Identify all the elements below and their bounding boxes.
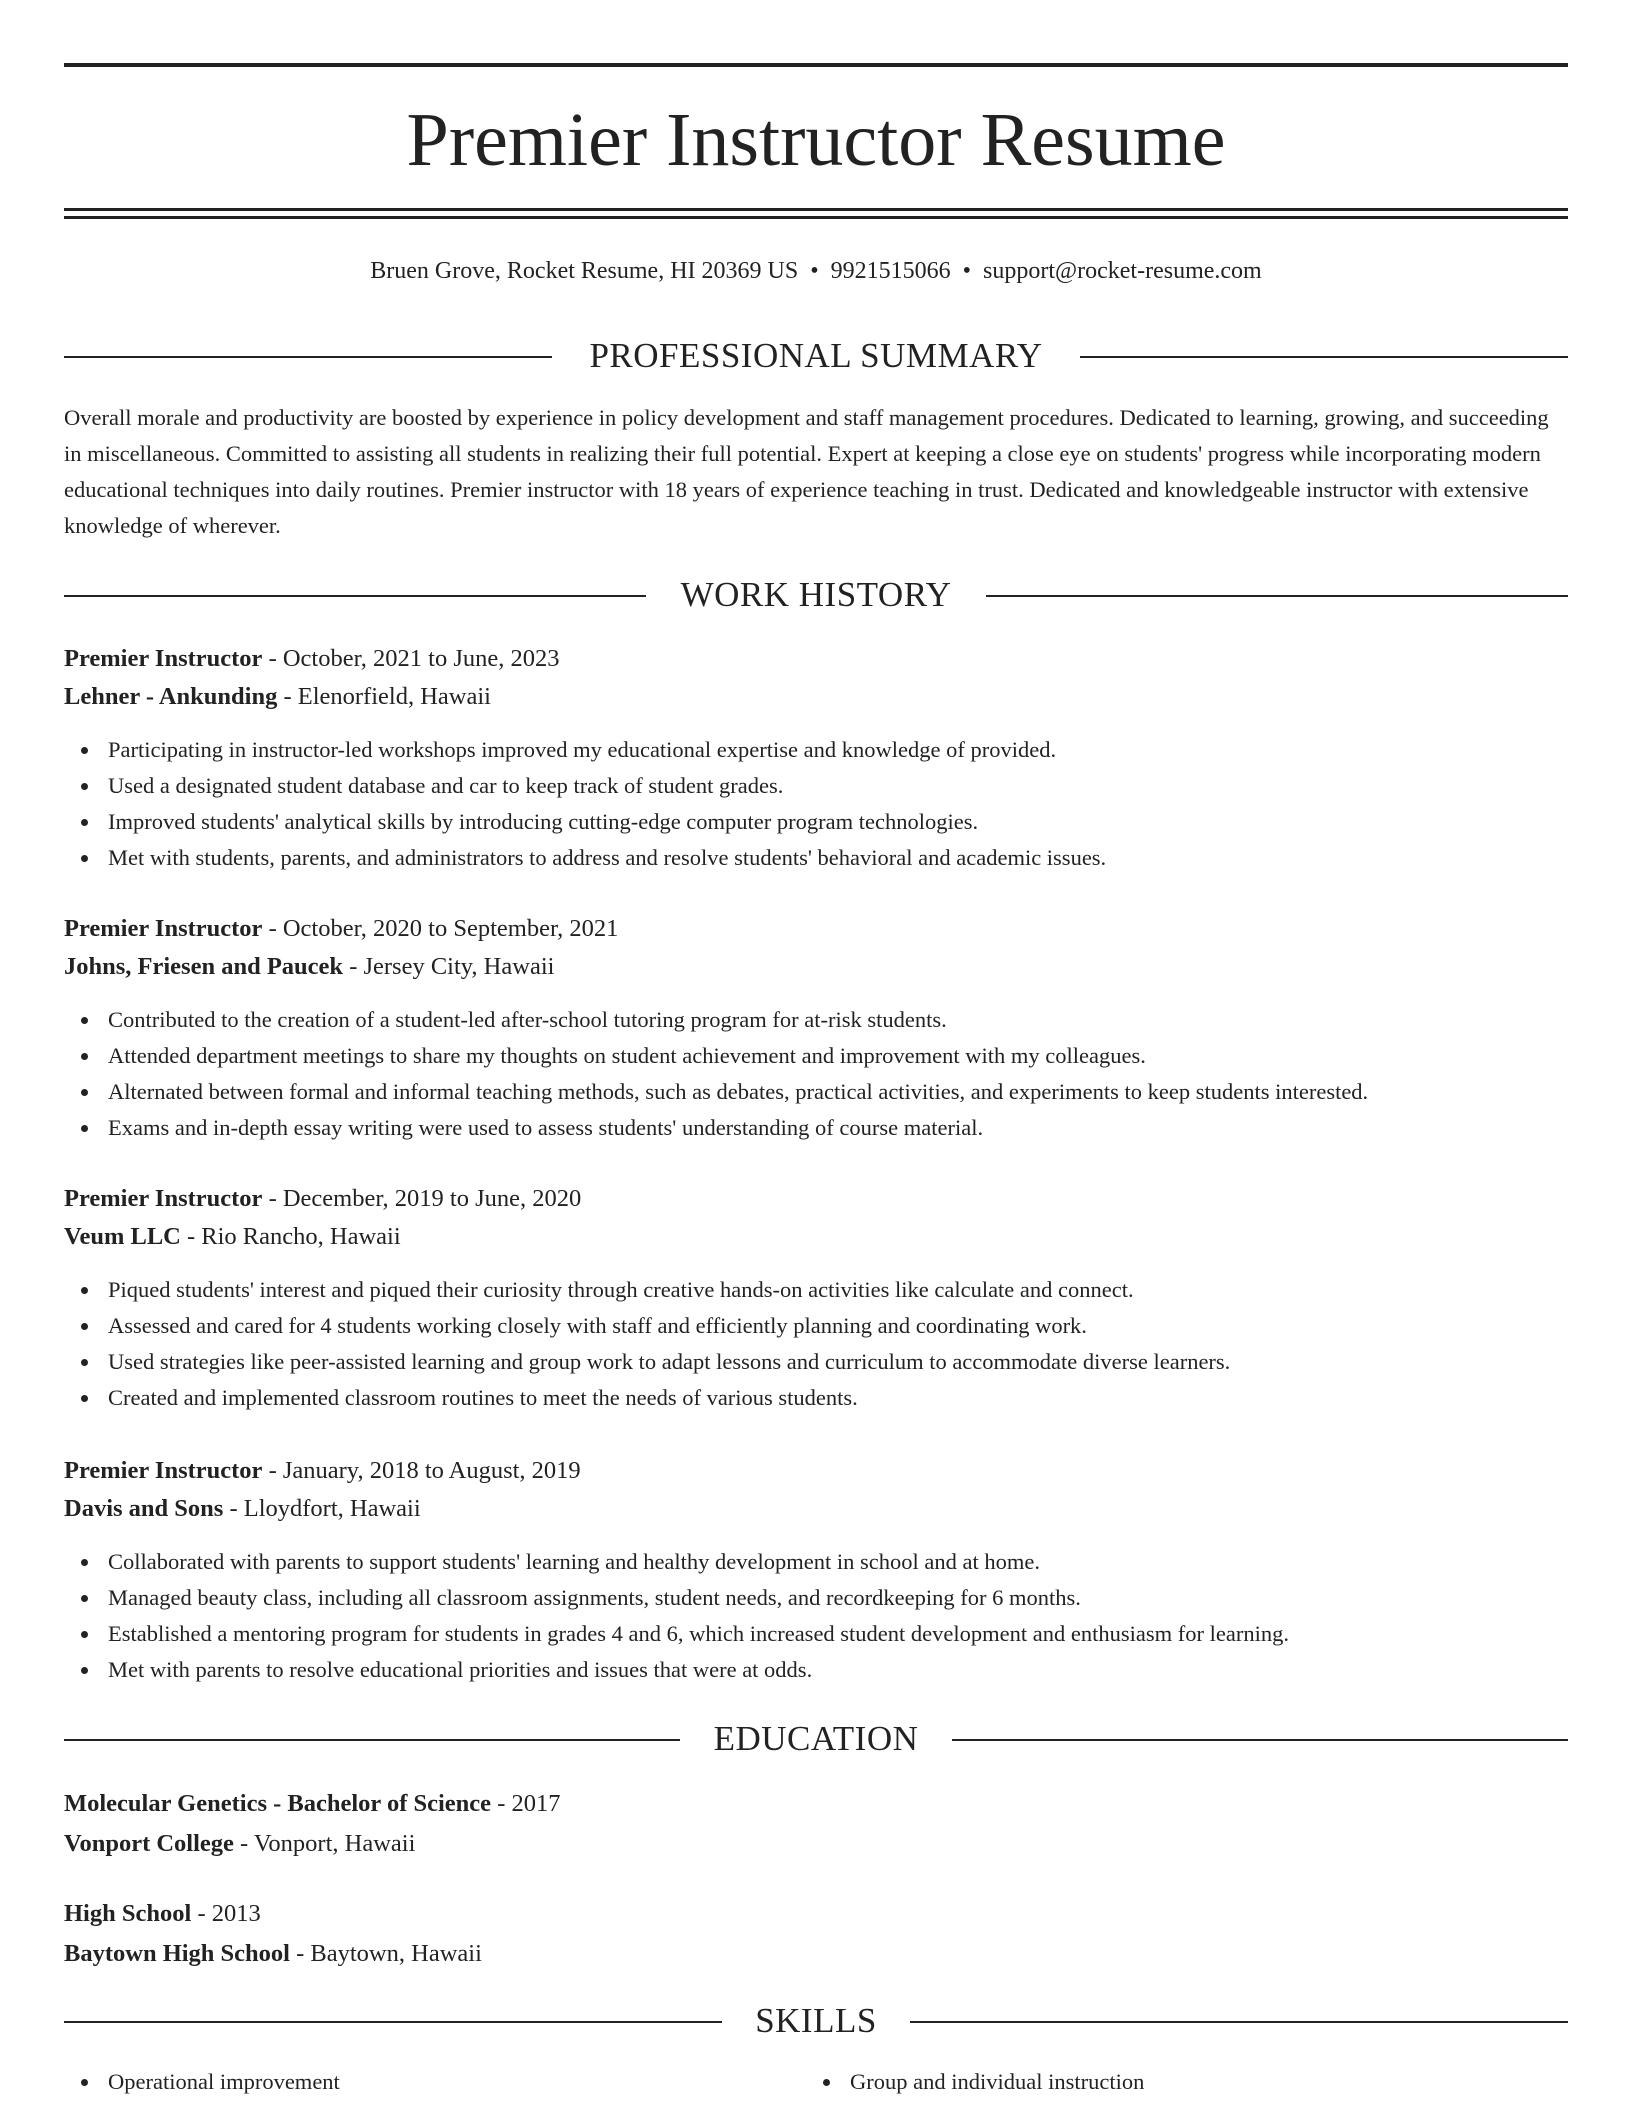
title-rule-upper <box>64 208 1568 211</box>
job-bullet: Managed beauty class, including all classroom assignments, student needs, and recordkeeping for 6 months. <box>64 1580 1568 1616</box>
job-company: Lehner - Ankunding <box>64 683 278 710</box>
education-entry <box>64 1784 1568 1864</box>
job-bullet: Piqued students' interest and piqued their curiosity through creative hands-on activities like calculate and connect. <box>64 1272 1568 1308</box>
section-header-summary <box>64 336 1568 376</box>
job-bullet: Attended department meetings to share my thoughts on student achievement and improvement with my colleagues. <box>64 1038 1568 1074</box>
education-school: Baytown High School <box>64 1940 290 1967</box>
job-bullet: Contributed to the creation of a student-led after-school tutoring program for at-risk students. <box>64 1002 1568 1038</box>
job-entry <box>64 1452 1568 1688</box>
job-bullet: Collaborated with parents to support students' learning and healthy development in school and at home. <box>64 1544 1568 1580</box>
job-title: Premier Instructor <box>64 645 263 672</box>
education-school: Vonport College <box>64 1830 234 1857</box>
job-bullets <box>64 1002 1568 1146</box>
education-location: - Vonport, Hawaii <box>233 1830 416 1857</box>
job-bullet: Improved students' analytical skills by introducing cutting-edge computer program technologies. <box>64 804 1568 840</box>
job-title: Premier Instructor <box>64 1457 263 1484</box>
section-header-skills <box>64 2001 1568 2041</box>
contact-email: support@rocket-resume.com <box>983 258 1262 284</box>
job-bullet: Alternated between formal and informal teaching methods, such as debates, practical activities, and experiments to keep students interested. <box>64 1074 1568 1110</box>
job-entry <box>64 640 1568 876</box>
section-title-skills: SKILLS <box>755 2001 877 2040</box>
education-location: - Baytown, Hawaii <box>290 1940 482 1967</box>
job-bullet: Assessed and cared for 4 students working closely with staff and efficiently planning and coordinating work. <box>64 1308 1568 1344</box>
contact-line <box>64 254 1568 288</box>
skills-column-left <box>64 2064 764 2100</box>
job-bullet: Met with students, parents, and administrators to address and resolve students' behavioral and academic issues. <box>64 840 1568 876</box>
education-entry <box>64 1894 1568 1974</box>
job-dates: - December, 2019 to June, 2020 <box>262 1185 582 1212</box>
job-company: Davis and Sons <box>64 1495 224 1522</box>
job-title: Premier Instructor <box>64 915 263 942</box>
job-company: Veum LLC <box>64 1223 181 1250</box>
education-degree: High School <box>64 1900 192 1927</box>
job-company: Johns, Friesen and Paucek <box>64 953 344 980</box>
education-year: - 2013 <box>191 1900 261 1927</box>
skill-item: Group and individual instruction <box>806 2064 1506 2100</box>
job-bullet: Met with parents to resolve educational priorities and issues that were at odds. <box>64 1652 1568 1688</box>
job-dates: - January, 2018 to August, 2019 <box>262 1457 581 1484</box>
job-bullet: Created and implemented classroom routines to meet the needs of various students. <box>64 1380 1568 1416</box>
job-dates: - October, 2020 to September, 2021 <box>262 915 619 942</box>
job-bullets <box>64 1272 1568 1416</box>
contact-address: Bruen Grove, Rocket Resume, HI 20369 US <box>370 258 799 284</box>
job-bullets <box>64 732 1568 876</box>
section-header-education <box>64 1719 1568 1759</box>
job-bullet: Participating in instructor-led workshops improved my educational expertise and knowledge of provided. <box>64 732 1568 768</box>
section-title-education: EDUCATION <box>713 1719 919 1758</box>
contact-separator: • <box>962 258 972 284</box>
section-header-work <box>64 575 1568 615</box>
skill-item: Operational improvement <box>64 2064 764 2100</box>
job-bullets <box>64 1544 1568 1688</box>
job-bullet: Established a mentoring program for students in grades 4 and 6, which increased student development and enthusiasm for learning. <box>64 1616 1568 1652</box>
education-year: - 2017 <box>491 1790 561 1817</box>
job-title: Premier Instructor <box>64 1185 263 1212</box>
job-location: - Jersey City, Hawaii <box>343 953 555 980</box>
job-location: - Elenorfield, Hawaii <box>277 683 491 710</box>
top-rule <box>64 63 1568 67</box>
job-entry <box>64 1180 1568 1416</box>
job-bullet: Used strategies like peer-assisted learning and group work to adapt lessons and curriculum to accommodate diverse learners. <box>64 1344 1568 1380</box>
skills-column-right <box>806 2064 1506 2100</box>
job-bullet: Used a designated student database and car to keep track of student grades. <box>64 768 1568 804</box>
job-bullet: Exams and in-depth essay writing were used to assess students' understanding of course material. <box>64 1110 1568 1146</box>
section-title-work: WORK HISTORY <box>680 575 952 614</box>
resume-title: Premier Instructor Resume <box>406 98 1226 182</box>
job-location: - Lloydfort, Hawaii <box>223 1495 421 1522</box>
job-location: - Rio Rancho, Hawaii <box>180 1223 401 1250</box>
title-rule-lower <box>64 216 1568 219</box>
section-title-summary: PROFESSIONAL SUMMARY <box>589 336 1043 375</box>
job-entry <box>64 910 1568 1146</box>
contact-separator: • <box>810 258 819 284</box>
job-dates: - October, 2021 to June, 2023 <box>262 645 560 672</box>
contact-phone: 9921515066 <box>830 258 951 284</box>
summary-paragraph: Overall morale and productivity are boosted by experience in policy development and staff management procedures. Dedicated to learning, growing, and succeeding in miscellaneous. Committed to assisting all students in realizing their full potential. Expert at keeping a close eye on students' progress while incorporating modern educational techniques into daily routines. Premier instructor with 18 years of experience teaching in trust. Dedicated and knowledgeable instructor with extensive knowledge of wherever. <box>64 405 1549 538</box>
education-degree: Molecular Genetics - Bachelor of Science <box>64 1790 492 1817</box>
